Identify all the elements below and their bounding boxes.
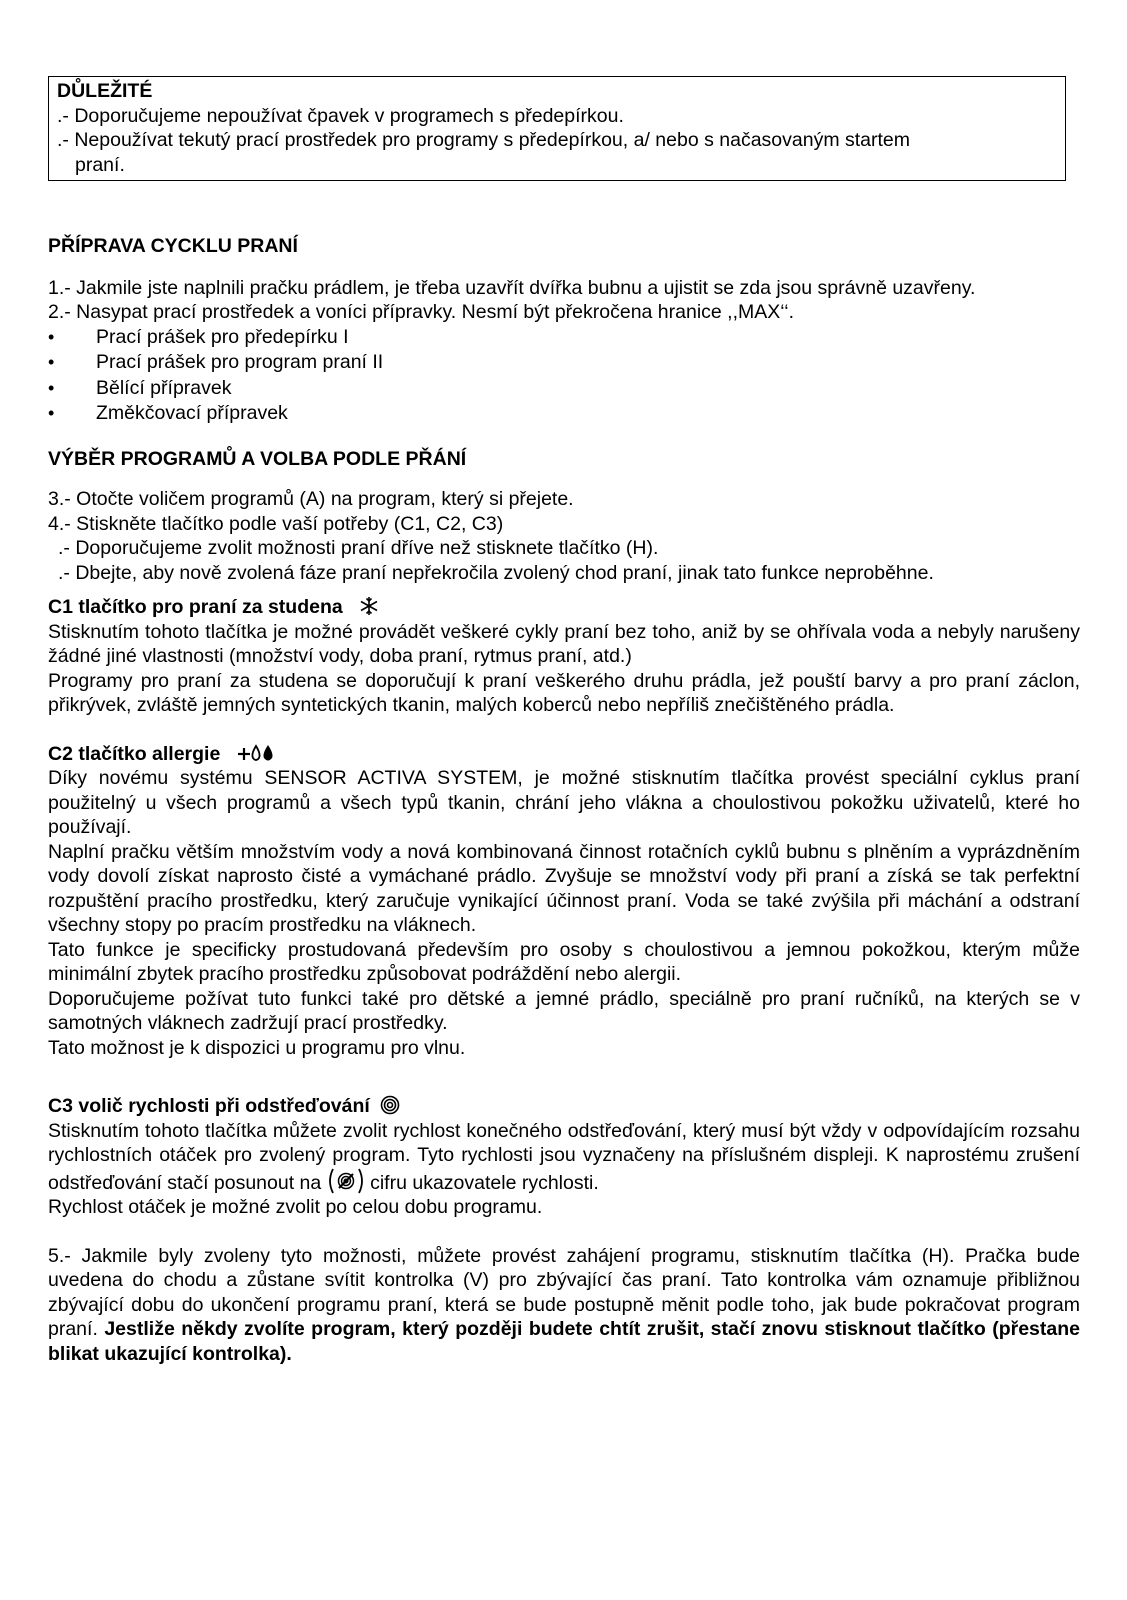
c1-heading-text: C1 tlačítko pro praní za studena [48,596,343,618]
step-5-bold: Jestliže někdy zvolíte program, který později budete chtít zrušit, stačí znovu stisknout tlačítko (přestane blikat ukazující kontrolka). [48,1318,1080,1365]
step-5 [48,1244,1080,1367]
c3-para-2: Rychlost otáček je možné zvolit po celou dobu programu. [48,1196,543,1218]
snowflake-icon [358,596,380,616]
c2-heading [48,742,1080,767]
important-line-2: .- Nepoužívat tekutý prací prostředek pro programy s předepírkou, a/ nebo s načasovaným startem [57,129,910,151]
important-line-1: .- Doporučujeme nepoužívat čpavek v programech s předepírkou. [57,104,624,127]
c2-para-2: Naplní pračku větším množstvím vody a nová kombinovaná činnost rotačních cyklů bubnu s plněním a vyprázdněním vody dovolí získat naprosto čisté a vymáchané prádlo. Zvyšuje se množství vody při praní a získá se tak perfektní rozpuštění pracího prostředku, který zaručuje vynikající účinnost praní. Voda se také zvýšila při máchání a odstraní všechny stopy po pracím prostředku na vláknech. [48,840,1080,936]
important-box [48,76,1066,181]
important-title: DŮLEŽITÉ [57,80,153,102]
select-step-3: 3.- Otočte voličem programů (A) na program, který si přejete. [48,488,574,510]
detergent-list [48,325,1080,427]
c3-heading-text: C3 volič rychlosti při odstřeďování [48,1095,370,1117]
c3-para-1-text: Stisknutím tohoto tlačítka můžete zvolit rychlost konečného odstřeďování, který musí být vždy v odpovídajícím rozsahu rychlostních otáček pro zvolený program. Tyto rychlosti jsou vyznačeny na příslušném displeji. K naprostému zrušení odstřeďování stačí posunout na [48,1119,1080,1194]
prep-step-2: 2.- Nasypat prací prostředek a voníci přípravky. Nesmí být překročena hranice ,,MAX‘‘. [48,301,794,323]
select-heading: VÝBĚR PROGRAMŮ A VOLBA PODLE PŘÁNÍ [48,447,467,470]
prep-step-1: 1.- Jakmile jste naplnili pračku prádlem, je třeba uzavřít dvířka bubnu a ujistit se zda jsou správně uzavřeny. [48,276,976,299]
c2-para-4: Doporučujeme požívat tuto funkci také pro dětské a jemné prádlo, speciálně pro praní ručníků, na kterých se v samotných vláknech zadržují prací prostředky. [48,987,1080,1034]
document-page [48,76,1080,1366]
select-note-2: .- Dbejte, aby nově zvolená fáze praní nepřekročila zvolený chod praní, jinak tato funkce neproběhne. [58,561,934,584]
prep-heading: PŘÍPRAVA CYCKLU PRANÍ [48,235,298,257]
list-item: • Prací prášek pro program praní II [48,350,1080,376]
list-item: • Bělící přípravek [48,376,1080,402]
list-item: • Změkčovací přípravek [48,401,1080,427]
c2-para-5: Tato možnost je k dispozici u programu pro vlnu. [48,1036,466,1059]
select-step-4: 4.- Stiskněte tlačítko podle vaší potřeby (C1, C2, C3) [48,512,504,535]
c2-heading-text: C2 tlačítko allergie [48,742,221,765]
c1-para-1: Stisknutím tohoto tlačítka je možné provádět veškeré cykly praní bez toho, aniž by se ohřívala voda a nebyly narušeny žádné jiné vlastnosti (množství vody, doba praní, rytmus praní, atd.) [48,620,1080,667]
select-note-1: .- Doporučujeme zvolit možnosti praní dříve než stisknete tlačítko (H). [58,537,659,559]
allergy-icon [236,743,276,763]
important-line-2-cont: praní. [75,153,125,176]
c2-para-3: Tato funkce je specificky prostudovaná především pro osoby s choulostivou a jemnou pokožkou, kterým může minimální zbytek pracího prostředku způsobovat podráždění nebo alergii. [48,938,1080,985]
c1-heading [48,595,1080,620]
list-item: • Prací prášek pro předepírku I [48,325,1080,351]
spin-icon [380,1095,400,1115]
c2-para-1: Díky novému systému SENSOR ACTIVA SYSTEM, je možné stisknutím tlačítka provést speciální cyklus praní použitelný u všech programů a všech typů tkanin, chrání jeho vlákna a choulostivou pokožku uživatelů, které ho používají. [48,767,1080,838]
c3-para-1-end: cifru ukazovatele rychlosti. [370,1171,599,1194]
c3-para-1 [48,1119,1080,1196]
step-5-text: 5.- Jakmile byly zvoleny tyto možnosti, můžete provést zahájení programu, stisknutím tlačítka (H). Pračka bude uvedena do chodu a zůstane svítit kontrolka (V) pro zbývající čas praní. Tato kontrolka vám oznamuje přibližnou zbývající dobu do ukončení programu praní, která se bude postupně měnit podle toho, jak bude pokračovat program praní. [48,1244,1080,1340]
c1-para-2: Programy pro praní za studena se doporučují k praní veškerého druhu prádla, jež pouští barvy a pro praní záclon, přikrývek, zvláště jemných syntetických tkanin, malých koberců nebo nepříliš znečištěného prádla. [48,669,1080,716]
c3-heading [48,1094,1080,1119]
spin-off-icon [327,1168,365,1194]
